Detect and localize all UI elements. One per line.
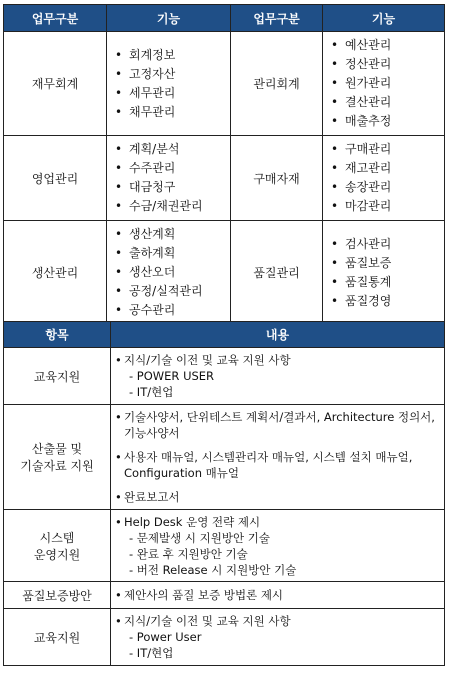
list-item: • 대금청구	[113, 178, 230, 197]
table-row	[4, 582, 445, 609]
function-cell	[323, 221, 445, 325]
sub-item: - 완료 후 지원방안 기술	[129, 546, 248, 561]
item-label-line: 운영지원	[33, 547, 81, 562]
content-cell	[111, 405, 445, 510]
sub-item: - IT/현업	[129, 385, 174, 399]
bullet-item: • Help Desk 운영 전략 제시	[115, 514, 440, 530]
category-cell: 재무회계	[4, 32, 107, 136]
function-cell	[323, 136, 445, 221]
content-cell	[111, 510, 445, 582]
list-item: • 결산관리	[329, 93, 444, 112]
list-item: • 품질통계	[329, 273, 444, 292]
list-item: • 출하계획	[113, 244, 230, 263]
table-row	[4, 221, 445, 325]
list-item: • 품질보증	[329, 254, 444, 273]
header-cell: 항목	[4, 322, 111, 348]
bullet-item: • 지식/기술 이전 및 교육 지원 사항	[115, 613, 440, 629]
category-cell: 영업관리	[4, 136, 107, 221]
table-row	[4, 405, 445, 510]
bullet-item: • 제안사의 품질 보증 방법론 제시	[115, 587, 440, 603]
list-item: • 마감관리	[329, 197, 444, 216]
list-item: • 고정자산	[113, 65, 230, 84]
item-label-line: 시스템	[39, 530, 75, 545]
list-item: • 구매관리	[329, 140, 444, 159]
table-row	[4, 510, 445, 582]
list-item: • 공수관리	[113, 301, 230, 320]
business-function-table	[3, 4, 445, 325]
sub-item: - 버전 Release 시 지원방안 기술	[129, 562, 297, 577]
header-cell: 기능	[323, 5, 445, 32]
item-cell	[4, 405, 111, 510]
sub-item: - POWER USER	[129, 369, 215, 383]
table-header-row	[4, 322, 445, 348]
sub-item: - 문제발생 시 지원방안 기술	[129, 530, 270, 545]
list-item: • 채무관리	[113, 103, 230, 122]
table-header-row	[4, 5, 445, 32]
list-item: • 계획/분석	[113, 140, 230, 159]
list-item: • 원가관리	[329, 74, 444, 93]
sub-item: - Power User	[129, 630, 202, 644]
sub-item: - IT/현업	[129, 646, 174, 660]
list-item: • 회계정보	[113, 46, 230, 65]
item-cell: 품질보증방안	[4, 582, 111, 609]
item-label-line: 기술자료 지원	[20, 459, 94, 473]
list-item: • 세무관리	[113, 84, 230, 103]
content-cell	[111, 582, 445, 609]
function-cell	[107, 32, 231, 136]
list-item: • 매출추정	[329, 112, 444, 131]
category-cell: 품질관리	[231, 221, 323, 325]
bullet-item: • 기술사양서, 단위테스트 계획서/결과서, Architecture 정의서, 기능사양서	[115, 409, 440, 441]
category-cell: 생산관리	[4, 221, 107, 325]
list-item: • 검사관리	[329, 235, 444, 254]
table-row	[4, 136, 445, 221]
category-cell: 구매자재	[231, 136, 323, 221]
list-item: • 정산관리	[329, 55, 444, 74]
table-row	[4, 609, 445, 666]
category-cell: 관리회계	[231, 32, 323, 136]
list-item: • 생산계획	[113, 225, 230, 244]
item-label-line: 산출물 및	[31, 442, 83, 456]
list-item: • 공정/실적관리	[113, 282, 230, 301]
header-cell: 업무구분	[231, 5, 323, 32]
item-cell: 교육지원	[4, 609, 111, 666]
bullet-item: • 완료보고서	[115, 489, 440, 505]
list-item: • 수금/채권관리	[113, 197, 230, 216]
list-item: • 품질경영	[329, 292, 444, 311]
bullet-item: • 지식/기술 이전 및 교육 지원 사항	[115, 352, 440, 368]
item-cell: 교육지원	[4, 348, 111, 405]
header-cell: 내용	[111, 322, 445, 348]
list-item: • 송장관리	[329, 178, 444, 197]
list-item: • 수주관리	[113, 159, 230, 178]
table-row	[4, 348, 445, 405]
item-cell	[4, 510, 111, 582]
list-item: • 예산관리	[329, 36, 444, 55]
content-cell	[111, 609, 445, 666]
table-row	[4, 32, 445, 136]
content-cell	[111, 348, 445, 405]
list-item: • 재고관리	[329, 159, 444, 178]
header-cell: 업무구분	[4, 5, 107, 32]
bullet-item: • 사용자 매뉴얼, 시스템관리자 매뉴얼, 시스템 설치 매뉴얼, Configuration 매뉴얼	[115, 449, 440, 481]
function-cell	[323, 32, 445, 136]
function-cell	[107, 136, 231, 221]
header-cell: 기능	[107, 5, 231, 32]
support-table	[3, 321, 445, 666]
function-cell	[107, 221, 231, 325]
list-item: • 생산오더	[113, 263, 230, 282]
